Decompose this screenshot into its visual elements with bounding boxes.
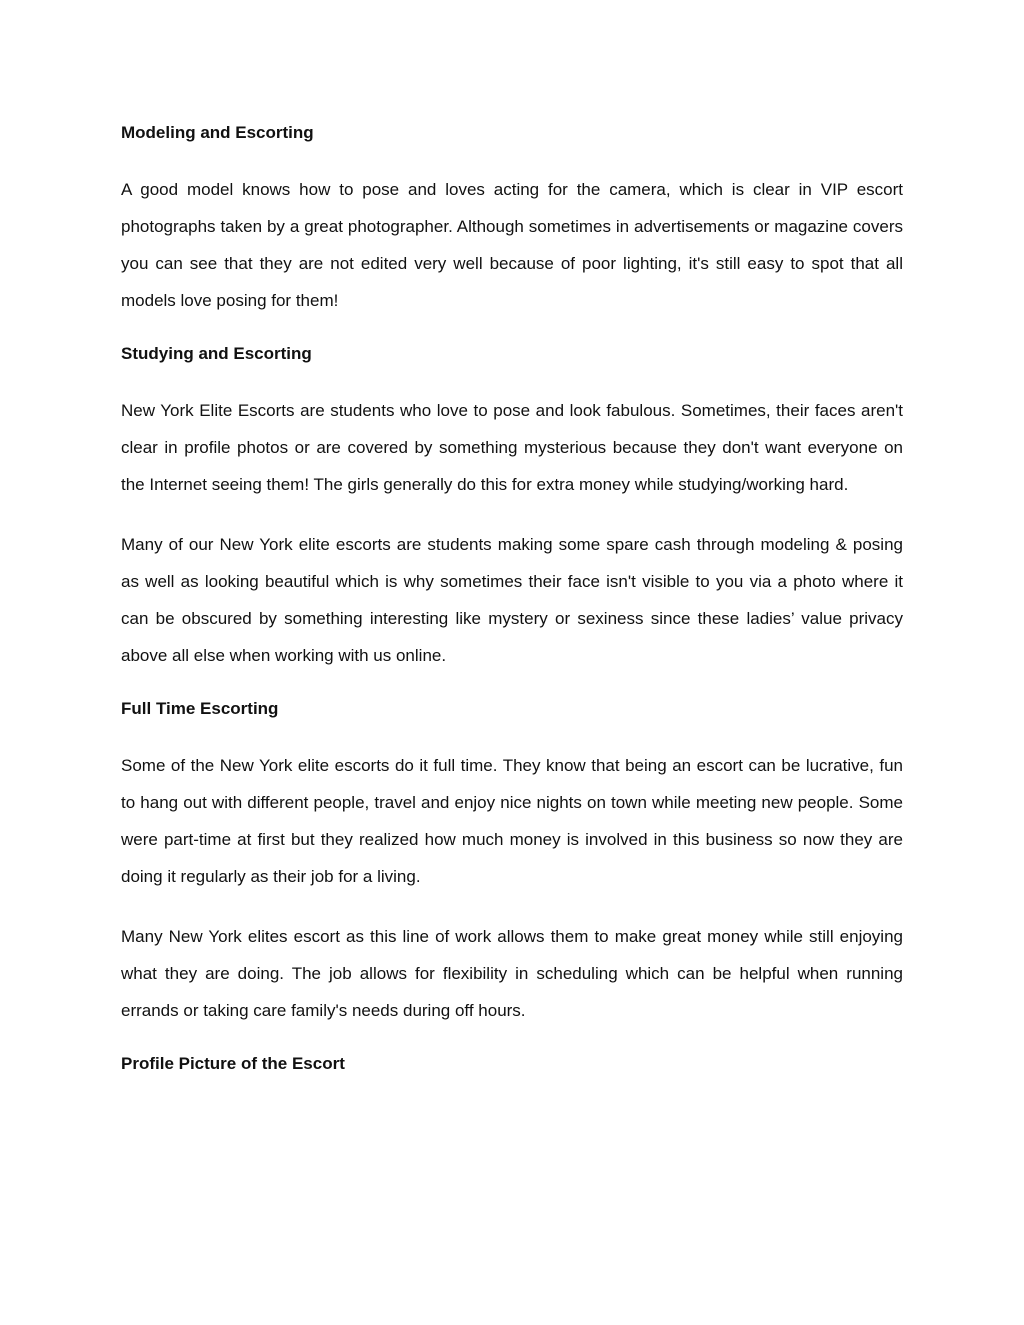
section-heading-studying: Studying and Escorting [121, 344, 312, 363]
document-page [121, 118, 903, 1079]
section-heading-full-time: Full Time Escorting [121, 699, 279, 718]
paragraph-studying-2: Many of our New York elite escorts are students making some spare cash through modeling & posing as well as looking beautiful which is why sometimes their face isn't visible to you via a photo where it can be obscured by something interesting like mystery or sexiness since these ladies’ value privacy above all else when working with us online. [121, 535, 903, 665]
paragraph-studying-1: New York Elite Escorts are students who love to pose and look fabulous. Sometimes, their faces aren't clear in profile photos or are covered by something mysterious because they don't want everyone on the Internet seeing them! The girls generally do this for extra money while studying/working hard. [121, 401, 903, 494]
paragraph-full-time-2: Many New York elites escort as this line of work allows them to make great money while still enjoying what they are doing. The job allows for flexibility in scheduling which can be helpful when running errands or taking care family's needs during off hours. [121, 927, 903, 1020]
paragraph-full-time-1: Some of the New York elite escorts do it full time. They know that being an escort can be lucrative, fun to hang out with different people, travel and enjoy nice nights on town while meeting new people. Some were part-time at first but they realized how much money is involved in this business so now they are doing it regularly as their job for a living. [121, 756, 903, 886]
section-heading-modeling: Modeling and Escorting [121, 123, 314, 142]
section-heading-profile-picture: Profile Picture of the Escort [121, 1054, 345, 1073]
paragraph-modeling-1: A good model knows how to pose and loves acting for the camera, which is clear in VIP escort photographs taken by a great photographer. Although sometimes in advertisements or magazine covers you can see that they are not edited very well because of poor lighting, it's still easy to spot that all models love posing for them! [121, 180, 903, 310]
